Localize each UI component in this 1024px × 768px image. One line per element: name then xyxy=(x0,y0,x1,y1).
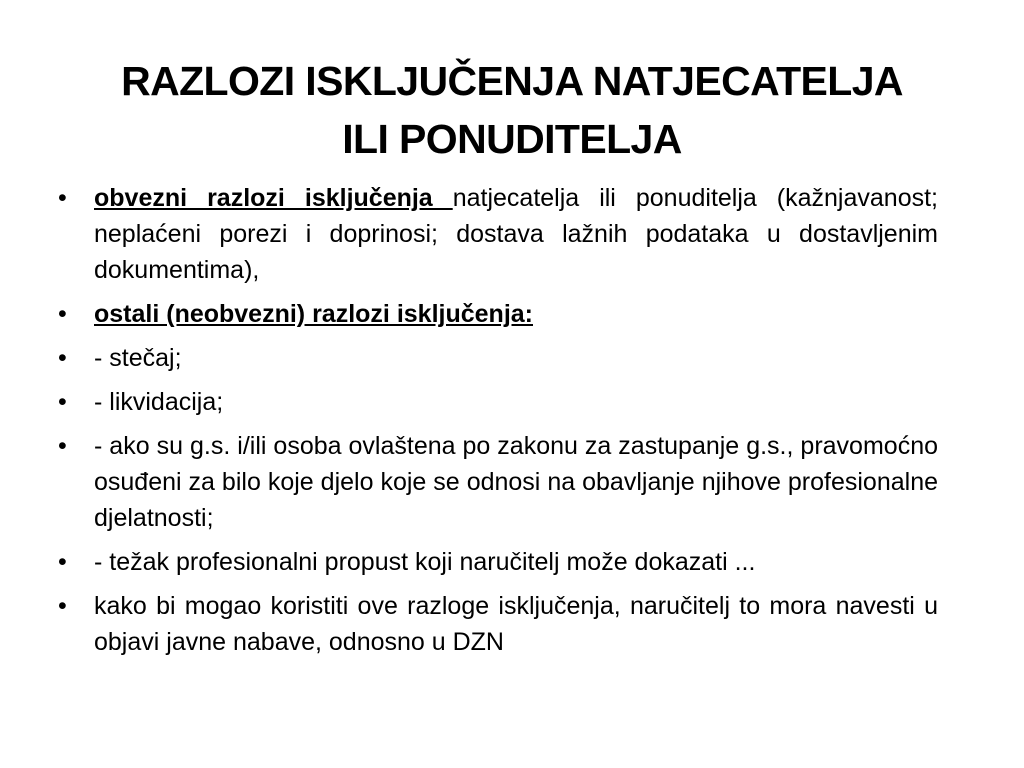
slide-title-line-1: RAZLOZI ISKLJUČENJA NATJECATELJA xyxy=(121,58,903,104)
bullet-text: - težak profesionalni propust koji naručitelj može dokazati ... xyxy=(94,548,756,576)
bullet-dot-icon: • xyxy=(58,388,67,416)
bullet-dot-icon: • xyxy=(58,592,67,620)
bullet-text: - ako su g.s. i/ili osoba ovlaštena po zakonu za zastupanje g.s., pravomoćno osuđeni za bilo koje djelo koje se odnosi na obavljanje njihove profesionalne djelatnosti; xyxy=(94,432,938,532)
bullet-emphasis: obvezni razlozi isključenja xyxy=(94,184,453,212)
bullet-dot-icon: • xyxy=(58,432,67,460)
bullet-item-liquidation xyxy=(58,384,938,420)
bullet-item-notice-requirement xyxy=(58,588,938,660)
bullet-text: - likvidacija; xyxy=(94,388,224,416)
bullet-text: - stečaj; xyxy=(94,344,182,372)
slide-title xyxy=(50,52,974,168)
bullet-text: kako bi mogao koristiti ove razloge isključenja, naručitelj to mora navesti u objavi javne nabave, odnosno u DZN xyxy=(94,592,938,656)
bullet-item-bankruptcy xyxy=(58,340,938,376)
bullet-item-convictions xyxy=(58,428,938,536)
bullet-item-mandatory-grounds xyxy=(58,180,938,288)
bullet-dot-icon: • xyxy=(58,300,67,328)
bullet-dot-icon: • xyxy=(58,548,67,576)
bullet-text: natjecatelja ili ponuditelja (kažnjavanost; neplaćeni porezi i doprinosi; dostava lažnih podataka u dostavljenim dokumentima), xyxy=(94,184,938,284)
bullet-item-other-grounds xyxy=(58,296,938,332)
bullet-dot-icon: • xyxy=(58,344,67,372)
bullet-list xyxy=(58,180,938,668)
bullet-item-professional-misconduct xyxy=(58,544,938,580)
bullet-dot-icon: • xyxy=(58,184,67,212)
slide-title-line-2: ILI PONUDITELJA xyxy=(342,116,682,162)
bullet-emphasis: ostali (neobvezni) razlozi isključenja: xyxy=(94,300,533,328)
